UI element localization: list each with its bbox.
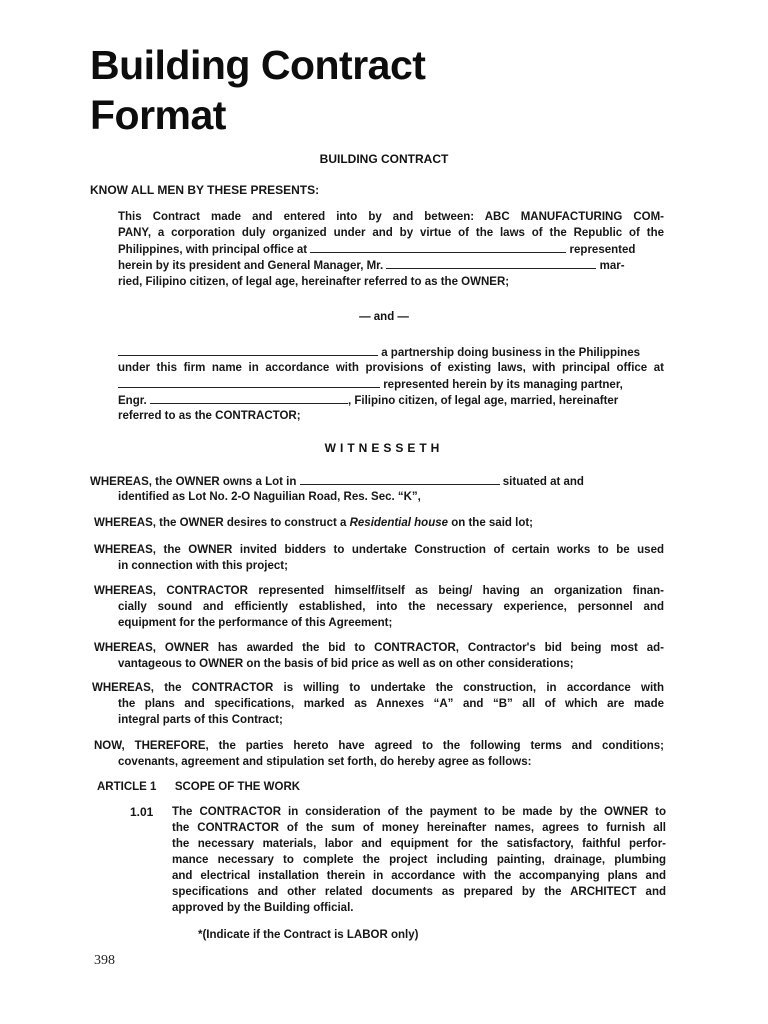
witnesseth-heading: WITNESSETH	[324, 441, 444, 455]
para1-line-3	[118, 242, 635, 258]
section101-line-4: mance necessary to complete the project including painting, drainage, plumbing	[172, 854, 666, 866]
intro-text: KNOW ALL MEN BY THESE PRESENTS:	[90, 183, 320, 197]
para2-line-2: under this firm name in accordance with provisions of existing laws, with principal office at	[118, 362, 664, 374]
para1-line-3-text: Philippines, with principal office at	[118, 244, 308, 256]
whereas5-line-1: WHEREAS, OWNER has awarded the bid to CONTRACTOR, Contractor's bid being most ad-	[94, 642, 664, 654]
para2-line-4	[118, 393, 618, 409]
para2-line-4-text: Engr.	[118, 395, 147, 407]
blank-field	[300, 474, 500, 485]
footnote: *(Indicate if the Contract is LABOR only)	[198, 929, 419, 941]
blank-field	[150, 393, 348, 404]
whereas4-line-1: WHEREAS, CONTRACTOR represented himself/itself as being/ having an organization finan-	[94, 585, 664, 597]
para2-line-1	[118, 345, 640, 361]
whereas1-line-2: identified as Lot No. 2-O Naguilian Road, Res. Sec. “K”,	[118, 491, 421, 503]
whereas5-line-2: vantageous to OWNER on the basis of bid price as well as on other considerations;	[118, 658, 574, 670]
section101-line-7: approved by the Building official.	[172, 902, 354, 914]
whereas2-text-italic: Residential house	[349, 517, 449, 529]
whereas6-line-1: WHEREAS, the CONTRACTOR is willing to undertake the construction, in accordance with	[92, 682, 664, 694]
para1-line-4-text: herein by its president and General Manager, Mr.	[118, 260, 384, 272]
whereas1-line-1-text: WHEREAS, the OWNER owns a Lot in	[90, 476, 297, 488]
whereas1-line-1	[90, 474, 584, 490]
page-number: 398	[94, 953, 115, 968]
page-title	[90, 40, 425, 140]
whereas4-line-2: cially sound and efficiently established, into the necessary experience, personnel and	[118, 601, 664, 613]
whereas2-line	[94, 516, 533, 531]
section101-line-5: and electrical installation therein in accordance with the accompanying plans and	[172, 870, 666, 882]
section-number: 1.01	[130, 805, 154, 819]
article-label: ARTICLE 1	[97, 781, 157, 793]
para1-line-2: PANY, a corporation duly organized under and by virtue of the laws of the Republic of the	[118, 227, 664, 239]
article-title: SCOPE OF THE WORK	[174, 781, 301, 793]
section101-line-3: the necessary materials, labor and equipment for the satisfactory, faithful perfor-	[172, 838, 666, 850]
para1-line-4-end: mar-	[599, 260, 625, 272]
blank-field	[118, 377, 380, 388]
para1-line-1: This Contract made and entered into by and between: ABC MANUFACTURING COM-	[118, 211, 664, 223]
para2-line-3	[118, 377, 623, 393]
page-title-line-2: Format	[90, 92, 226, 138]
blank-field	[118, 345, 378, 356]
para1-line-5: ried, Filipino citizen, of legal age, hereinafter referred to as the OWNER;	[118, 276, 510, 288]
para2-line-4-end: , Filipino citizen, of legal age, married, hereinafter	[347, 395, 619, 407]
now-therefore-line-1: NOW, THEREFORE, the parties hereto have agreed to the following terms and conditions;	[94, 740, 664, 752]
and-separator: — and —	[359, 311, 409, 323]
para1-line-4	[118, 258, 625, 274]
para2-line-1-text: a partnership doing business in the Philippines	[381, 347, 640, 359]
para1-line-3-end: represented	[569, 244, 636, 256]
whereas6-line-3: integral parts of this Contract;	[118, 714, 283, 726]
para2-line-3-text: represented herein by its managing partner,	[383, 379, 623, 391]
page-title-line-1: Building Contract	[90, 42, 426, 88]
document-heading: BUILDING CONTRACT	[319, 152, 449, 166]
section101-line-1: The CONTRACTOR in consideration of the payment to be made by the OWNER to	[172, 806, 666, 818]
blank-field	[386, 258, 596, 269]
section101-line-2: the CONTRACTOR of the sum of money hereinafter names, agrees to furnish all	[172, 822, 666, 834]
article-1-heading	[97, 780, 300, 795]
whereas3-line-2: in connection with this project;	[118, 560, 288, 572]
section101-line-6: specifications and other related documents as prepared by the ARCHITECT and	[172, 886, 666, 898]
whereas6-line-2: the plans and specifications, marked as Annexes “A” and “B” all of which are made	[118, 698, 664, 710]
blank-field	[310, 242, 566, 253]
now-therefore-line-2: covenants, agreement and stipulation set forth, do hereby agree as follows:	[118, 756, 532, 768]
para2-line-5: referred to as the CONTRACTOR;	[118, 410, 301, 422]
whereas1-line-1-end: situated at and	[502, 476, 584, 488]
whereas4-line-3: equipment for the performance of this Agreement;	[118, 617, 393, 629]
whereas2-text-c: on the said lot;	[448, 517, 534, 529]
whereas2-text-a: WHEREAS, the OWNER desires to construct a	[94, 517, 350, 529]
whereas3-line-1: WHEREAS, the OWNER invited bidders to undertake Construction of certain works to be used	[94, 544, 664, 556]
